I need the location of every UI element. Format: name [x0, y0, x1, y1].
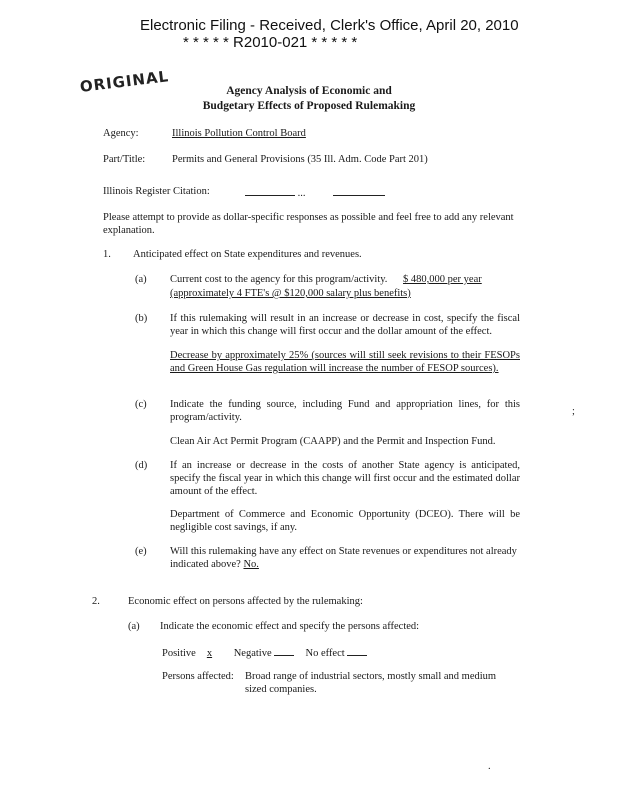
part-title-label: Part/Title: — [103, 154, 146, 165]
item-1c-label: (c) — [135, 399, 147, 410]
item-1b-answer: Decrease by approximately 25% (sources will still seek revisions to their FESOPs and Green House Gas regulation will increase the number of FESOP sources). — [170, 350, 520, 374]
document-title-line2: Budgetary Effects of Proposed Rulemaking — [202, 100, 416, 112]
no-effect-blank — [347, 645, 367, 656]
item-1a-amount: $ 480,000 per year — [403, 274, 482, 285]
persons-affected-value: Broad range of industrial sectors, mostly small and medium sized companies. — [245, 671, 497, 695]
item-1a-detail: (approximately 4 FTE's @ $120,000 salary plus benefits) — [170, 288, 411, 299]
section-2-heading: Economic effect on persons affected by the rulemaking: — [128, 596, 363, 607]
item-1d-answer: Department of Commerce and Economic Opportunity (DCEO). There will be negligible cost savings, if any. — [170, 509, 520, 533]
section-2-number: 2. — [92, 596, 100, 607]
effect-options — [162, 645, 367, 660]
item-1a-text: Current cost to the agency for this program/activity. — [170, 274, 388, 285]
item-1c-answer: Clean Air Act Permit Program (CAAPP) and the Permit and Inspection Fund. — [170, 436, 496, 447]
item-1d-text: If an increase or decrease in the costs of another State agency is anticipated, specify the fiscal year in which this change will first occur and the estimated dollar amount of the effect. — [170, 460, 520, 497]
register-blank-2 — [333, 185, 385, 196]
section-1-number: 1. — [103, 249, 111, 260]
item-1b-label: (b) — [135, 313, 148, 324]
negative-blank — [274, 645, 294, 656]
margin-mark-right: ; — [572, 406, 575, 417]
item-1e-text — [170, 545, 520, 571]
positive-mark: x — [206, 648, 213, 659]
item-2a-text: Indicate the economic effect and specify the persons affected: — [160, 621, 420, 632]
document-title-line1: Agency Analysis of Economic and — [226, 85, 392, 97]
item-1c-text: Indicate the funding source, including Fund and appropriation lines, for this program/activity. — [170, 399, 520, 423]
filing-header: Electronic Filing - Received, Clerk's Office, April 20, 2010 — [140, 17, 519, 34]
register-citation-label: Illinois Register Citation: — [103, 186, 210, 197]
agency-label: Agency: — [103, 128, 139, 139]
original-stamp: ORIGINAL — [78, 67, 170, 96]
docket-number: * * * * * R2010-021 * * * * * — [183, 34, 358, 51]
negative-label: Negative — [233, 648, 272, 659]
no-effect-label: No effect — [305, 648, 345, 659]
margin-mark-bottom: . — [488, 761, 491, 772]
persons-affected-label: Persons affected: — [162, 671, 234, 682]
item-2a-label: (a) — [128, 621, 140, 632]
item-1a-label: (a) — [135, 274, 147, 285]
part-title-value: Permits and General Provisions (35 Ill. Adm. Code Part 201) — [172, 154, 428, 165]
register-separator: ... — [297, 188, 306, 199]
register-citation-field — [245, 185, 385, 200]
item-1e-question: Will this rulemaking have any effect on State revenues or expenditures not already indicated above? — [170, 546, 517, 570]
item-1d-label: (d) — [135, 460, 148, 471]
intro-text: Please attempt to provide as dollar-specific responses as possible and feel free to add any relevant explanation. — [103, 212, 514, 236]
positive-label: Positive — [162, 648, 196, 659]
agency-value: Illinois Pollution Control Board — [172, 128, 306, 139]
section-1-heading: Anticipated effect on State expenditures and revenues. — [133, 249, 362, 260]
register-blank-1 — [245, 185, 295, 196]
item-1e-answer: No. — [243, 559, 259, 570]
item-1b-text: If this rulemaking will result in an increase or decrease in cost, specify the fiscal year in which this change will first occur and the dollar amount of the effect. — [170, 313, 520, 337]
item-1e-label: (e) — [135, 546, 147, 557]
